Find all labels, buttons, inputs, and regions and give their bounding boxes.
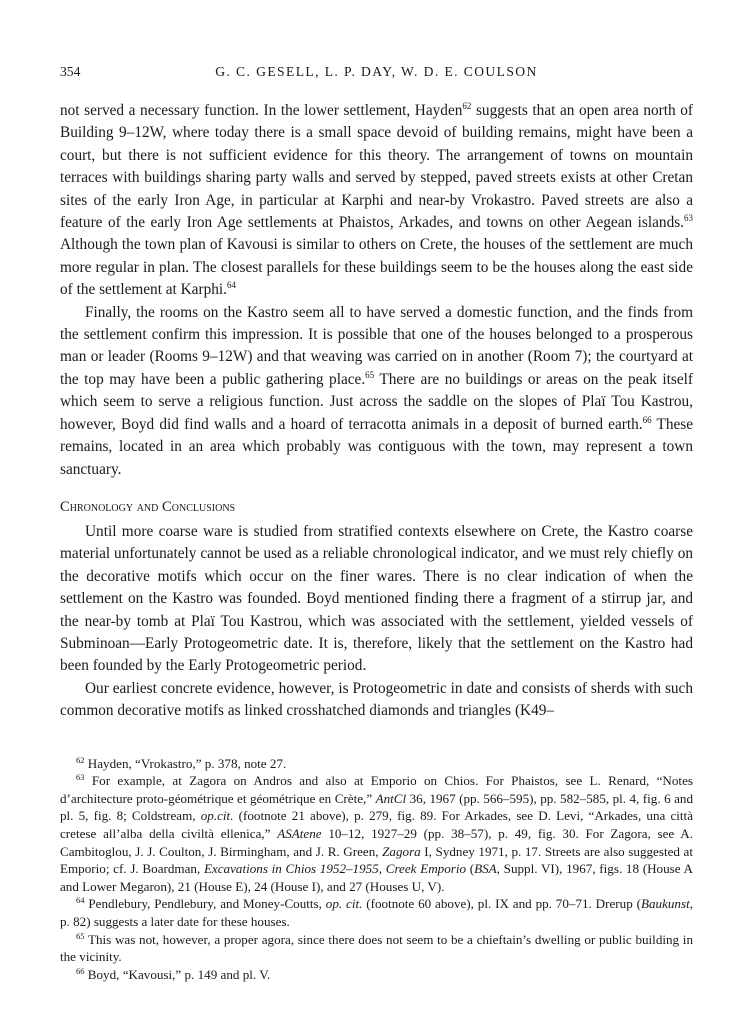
journal-page [60,64,693,983]
citation-title: ASAtene [277,825,322,841]
text-run: not served a necessary function. In the lower settlement, Hayden [60,102,463,119]
paragraph [60,100,693,302]
text-run: suggests that an open area north of Building 9–12W, where today there is a small space devoid of building remains, might have been a court, but there is not sufficient evidence for this theory. The arrangement of towns on mountain terraces with buildings sharing party walls and served by stepped, paved streets exists at other Cretan sites of the early Iron Age, in particular at Karphi and near-by Vrokastro. Paved streets are also a feature of the early Iron Age settlements at Phaistos, Arkades, and towns on other Aegean islands. [60,102,693,232]
footnote-text: 36, 1967 (pp. 566–595), pp. 582–585, pl. 4, fig. 6 and pl. 5, fig. 8; Coldstream, [60,790,693,824]
text-run: Finally, the rooms on the Kastro seem all to have served a domestic function, and the finds from the settlement confirm this impression. It is possible that one of the houses belonged to a prosperous man or leader (Rooms 9–12W) and that weaving was carried on in another (Room 7); the courtyard at the top may have been a public gathering place. [60,303,693,388]
running-head-authors: G. C. GESELL, L. P. DAY, W. D. E. COULSON [215,64,538,79]
footnote-ref[interactable]: 64 [226,280,236,291]
footnote-text: , p. 82) suggests a later date for these houses. [60,896,693,929]
footnote-label: 66 [76,965,85,976]
footnote-66 [60,966,693,984]
citation-title: BSA [474,861,497,877]
citation-title: op.cit. [200,808,234,824]
footnote-text: Hayden, “Vrokastro,” p. 378, note 27. [87,755,287,771]
citation-title: Excavations in Chios 1952–1955, Creek Emporio [203,861,467,877]
text-run: These remains, located in an area which probably was contiguous with the town, may represent a town sanctuary. [60,415,694,478]
running-head [60,64,693,86]
footnote-label: 65 [76,930,85,941]
footnote-label: 63 [76,772,85,783]
footnote-text: For example, at Zagora on Andros and also at Emporio on Chios. For Phaistos, see L. Renard, “Notes d’architecture proto-géométrique et géométrique en Crète,” [60,773,693,806]
footnote-text: Pendlebury, Pendlebury, and Money-Coutts, [88,896,326,912]
footnote-text: 10–12, 1927–29 (pp. 38–57), p. 49, fig. 30. For Zagora, see A. Cambitoglou, J. J. Coulton, J. Birmingham, and J. R. Green, [60,825,693,859]
page-number: 354 [60,64,81,79]
footnote-64 [60,895,693,930]
body-text [60,100,693,723]
citation-title: op. cit. [325,896,363,912]
footnote-ref[interactable]: 63 [684,213,693,224]
footnote-65 [60,931,693,966]
footnote-63 [60,772,693,895]
footnote-text: Boyd, “Kavousi,” p. 149 and pl. V. [87,966,271,982]
citation-title: Zagora [382,843,421,859]
citation-title: Baukunst [640,896,690,912]
paragraph [60,302,693,481]
citation-title: AntCl [375,790,407,806]
footnote-label: 62 [76,754,85,765]
footnote-text: , Suppl. VI), 1967, figs. 18 (House A and Lower Megaron), 21 (House E), 24 (House I), and 27 (Houses U, V). [60,861,693,894]
footnotes [60,755,693,984]
footnote-text: ( [466,861,475,877]
footnote-62 [60,755,693,773]
paragraph: Our earliest concrete evidence, however, is Protogeometric in date and consists of sherds with such common decorative motifs as linked crosshatched diamonds and triangles (K49– [60,679,693,720]
footnote-text: This was not, however, a proper agora, since there does not seem to be a chieftain’s dwelling or public building in the vicinity. [60,931,693,965]
footnote-ref[interactable]: 62 [462,101,472,111]
text-run: There are no buildings or areas on the peak itself which seem to serve a religious function. Just across the saddle on the slopes of Plaï Tou Kastrou, however, Boyd did find walls and a hoard of terracotta animals in a deposit of burned earth. [60,370,693,433]
paragraph: Until more coarse ware is studied from stratified contexts elsewhere on Crete, the Kastro coarse material unfortunately cannot be used as a reliable chronological indicator, and we must rely chiefly on the decorative motifs which occur on the finer wares. There is no clear indication of when the settlement on the Kastro was founded. Boyd mentioned finding there a fragment of a stirrup jar, and the near-by tomb at Plaï Tou Kastrou, which was associated with the settlement, yielded vessels of Subminoan—Early Protogeometric date. It is, therefore, likely that the settlement on the Kastro had been founded by the Early Protogeometric period. [60,522,693,675]
footnote-ref[interactable]: 65 [365,369,375,380]
footnote-label: 64 [76,895,85,906]
text-run: Although the town plan of Kavousi is similar to others on Crete, the houses of the settlement are much more regular in plan. The closest parallels for these buildings seem to be the houses along the east side of the settlement at Karphi. [60,236,693,299]
footnote-text: (footnote 21 above), p. 279, fig. 89. For Arkades, see D. Levi, “Arkades, una città cretese all’alba della civiltà ellenica,” [60,808,694,841]
footnote-ref[interactable]: 66 [642,414,652,425]
footnote-text: (footnote 60 above), pl. IX and pp. 70–71. Drerup ( [362,896,641,912]
footnote-text: I, Sydney 1971, p. 17. Streets are also suggested at Emporio; cf. J. Boardman, [60,843,693,877]
section-heading: Chronology and Conclusions [60,498,236,515]
